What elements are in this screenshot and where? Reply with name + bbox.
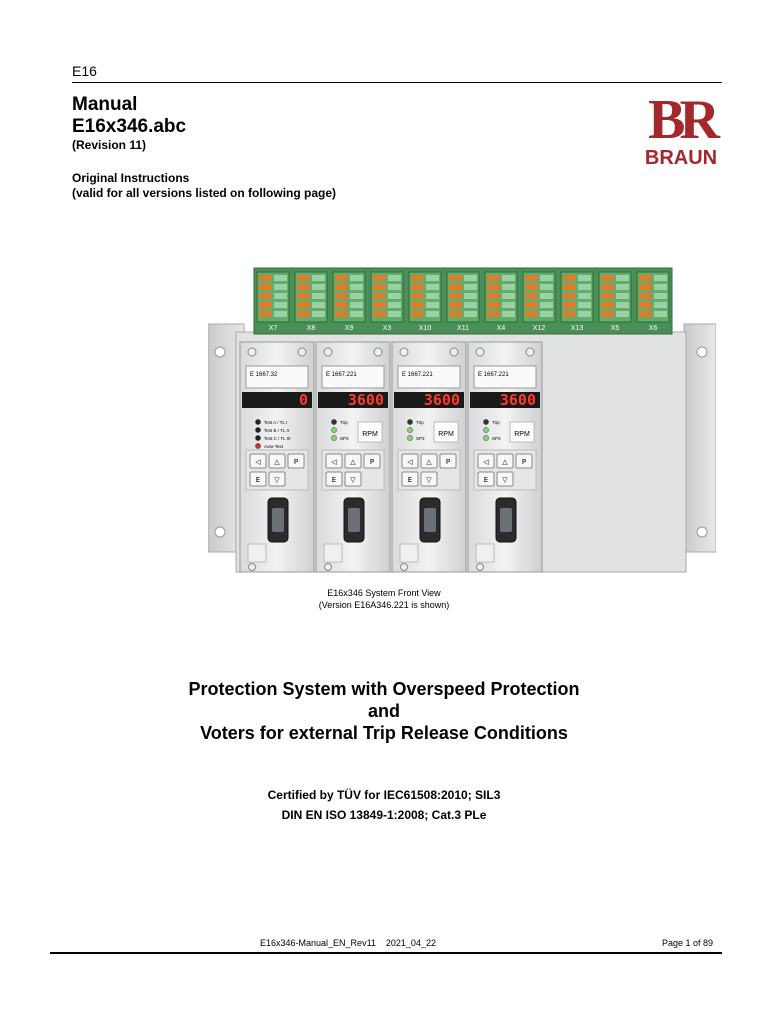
- keypad-key-label: E: [407, 476, 413, 484]
- terminal-clamp: [578, 284, 591, 290]
- led-label: Test A / TL I: [264, 420, 288, 425]
- db9-connector-pins: [500, 508, 512, 532]
- keypad-key-label: ◁: [331, 458, 337, 466]
- rpm-label: RPM: [362, 431, 378, 438]
- doc-title: Manual: [72, 94, 138, 115]
- keypad-key-label: ▽: [274, 476, 280, 484]
- terminal-clamp: [502, 302, 515, 308]
- terminal-label: X8: [306, 325, 316, 332]
- status-led: [331, 419, 336, 424]
- terminal-orange-lever: [297, 293, 310, 299]
- model-label: E 1667.32: [250, 372, 278, 378]
- terminal-label: X11: [457, 325, 469, 332]
- terminal-clamp: [578, 302, 591, 308]
- terminal-orange-lever: [335, 311, 348, 317]
- keypad-key-label: ▽: [502, 476, 508, 484]
- terminal-orange-lever: [525, 275, 538, 281]
- terminal-clamp: [388, 275, 401, 281]
- speed-display-value: 3600: [347, 391, 384, 409]
- terminal-clamp: [616, 311, 629, 317]
- terminal-orange-lever: [525, 293, 538, 299]
- terminal-clamp: [464, 293, 477, 299]
- terminal-orange-lever: [259, 275, 272, 281]
- terminal-orange-lever: [297, 284, 310, 290]
- terminal-clamp: [540, 284, 553, 290]
- module-foot-latch: [248, 544, 266, 562]
- terminal-clamp: [616, 293, 629, 299]
- module-screw-bottom: [249, 564, 256, 571]
- terminal-clamp: [654, 284, 667, 290]
- terminal-orange-lever: [411, 302, 424, 308]
- terminal-clamp: [274, 284, 287, 290]
- revision: (Revision 11): [72, 138, 147, 152]
- terminal-orange-lever: [601, 284, 614, 290]
- terminal-label: X7: [268, 325, 278, 332]
- photo-caption: E16x346 System Front View: [327, 588, 441, 598]
- terminal-clamp: [616, 302, 629, 308]
- module-foot-latch: [324, 544, 342, 562]
- terminal-orange-lever: [335, 284, 348, 290]
- status-led: [483, 427, 488, 432]
- rpm-label: RPM: [514, 431, 530, 438]
- terminal-clamp: [274, 311, 287, 317]
- terminal-clamp: [540, 302, 553, 308]
- terminal-clamp: [502, 311, 515, 317]
- led-label: Test C / TL III: [264, 436, 291, 441]
- terminal-clamp: [540, 293, 553, 299]
- module-screw-top: [324, 348, 332, 356]
- terminal-clamp: [426, 302, 439, 308]
- terminal-clamp: [464, 311, 477, 317]
- terminal-orange-lever: [297, 311, 310, 317]
- module-screw-top: [400, 348, 408, 356]
- main-title-line2: and: [367, 701, 400, 721]
- terminal-clamp: [388, 311, 401, 317]
- status-led: [407, 435, 412, 440]
- status-led: [255, 435, 260, 440]
- terminal-orange-lever: [411, 311, 424, 317]
- module-4: [468, 342, 542, 572]
- led-label: SP3: [416, 436, 425, 441]
- terminal-orange-lever: [449, 311, 462, 317]
- terminal-clamp: [312, 284, 325, 290]
- terminal-clamp: [388, 293, 401, 299]
- terminal-orange-lever: [487, 302, 500, 308]
- terminal-orange-lever: [373, 275, 386, 281]
- keypad-key-label: ◁: [255, 458, 261, 466]
- terminal-clamp: [350, 311, 363, 317]
- module-1: [240, 342, 314, 572]
- terminal-orange-lever: [373, 293, 386, 299]
- keypad-key-label: P: [293, 458, 299, 466]
- module-3: [392, 342, 466, 572]
- terminal-orange-lever: [563, 293, 576, 299]
- keypad-key-label: △: [274, 458, 280, 466]
- terminal-clamp: [578, 275, 591, 281]
- terminal-clamp: [388, 302, 401, 308]
- keypad-key-label: E: [483, 476, 489, 484]
- terminal-orange-lever: [601, 275, 614, 281]
- module-2: [316, 342, 390, 572]
- logo-letters: BR: [648, 94, 714, 151]
- module-screw-bottom: [477, 564, 484, 571]
- status-led: [407, 419, 412, 424]
- terminal-clamp: [312, 275, 325, 281]
- terminal-orange-lever: [563, 275, 576, 281]
- db9-connector-pins: [424, 508, 436, 532]
- terminal-clamp: [616, 284, 629, 290]
- terminal-orange-lever: [563, 311, 576, 317]
- terminal-clamp: [426, 275, 439, 281]
- terminal-orange-lever: [373, 302, 386, 308]
- db9-connector-pins: [272, 508, 284, 532]
- terminal-clamp: [578, 293, 591, 299]
- terminal-orange-lever: [411, 293, 424, 299]
- status-led: [255, 419, 260, 424]
- logo-name: BRAUN: [644, 147, 718, 169]
- terminal-orange-lever: [639, 293, 652, 299]
- led-label: Auto-Test: [264, 444, 284, 449]
- terminal-orange-lever: [259, 311, 272, 317]
- speed-display-value: 3600: [423, 391, 460, 409]
- main-title-line3: Voters for external Trip Release Conditions: [200, 723, 568, 743]
- status-led: [331, 427, 336, 432]
- terminal-clamp: [578, 311, 591, 317]
- speed-display-value: 3600: [499, 391, 536, 409]
- terminal-orange-lever: [259, 284, 272, 290]
- status-led: [407, 427, 412, 432]
- terminal-orange-lever: [449, 293, 462, 299]
- terminal-orange-lever: [449, 302, 462, 308]
- keypad-key-label: P: [369, 458, 375, 466]
- terminal-clamp: [426, 284, 439, 290]
- certification-line2: DIN EN ISO 13849-1:2008; Cat.3 PLe: [281, 808, 487, 822]
- led-label: SP3: [340, 436, 349, 441]
- module-foot-latch: [476, 544, 494, 562]
- module-screw-bottom: [325, 564, 332, 571]
- keypad-key-label: E: [255, 476, 261, 484]
- terminal-clamp: [654, 293, 667, 299]
- model-label: E 1667.221: [326, 372, 357, 378]
- status-led: [483, 435, 488, 440]
- terminal-clamp: [274, 302, 287, 308]
- led-label: Trip: [340, 420, 348, 425]
- footer-rule: [50, 952, 722, 954]
- status-led: [255, 427, 260, 432]
- terminal-orange-lever: [487, 275, 500, 281]
- led-label: Test B / TL II: [264, 428, 290, 433]
- terminal-label: X3: [382, 325, 392, 332]
- terminal-orange-lever: [297, 302, 310, 308]
- terminal-orange-lever: [373, 284, 386, 290]
- terminal-clamp: [464, 302, 477, 308]
- module-screw-bottom: [401, 564, 408, 571]
- terminal-orange-lever: [411, 284, 424, 290]
- terminal-clamp: [312, 293, 325, 299]
- terminal-orange-lever: [335, 302, 348, 308]
- terminal-clamp: [502, 284, 515, 290]
- terminal-orange-lever: [449, 275, 462, 281]
- status-led: [255, 443, 260, 448]
- terminal-clamp: [540, 311, 553, 317]
- terminal-orange-lever: [639, 284, 652, 290]
- terminal-orange-lever: [601, 302, 614, 308]
- terminal-orange-lever: [639, 302, 652, 308]
- terminal-clamp: [312, 302, 325, 308]
- terminal-orange-lever: [525, 311, 538, 317]
- module-screw-top: [248, 348, 256, 356]
- terminal-clamp: [654, 311, 667, 317]
- keypad-key-label: △: [502, 458, 508, 466]
- terminal-clamp: [464, 275, 477, 281]
- terminal-orange-lever: [601, 311, 614, 317]
- terminal-clamp: [502, 293, 515, 299]
- module-screw-top-right: [450, 348, 458, 356]
- terminal-clamp: [464, 284, 477, 290]
- keypad-key-label: △: [350, 458, 356, 466]
- terminal-label: X9: [344, 325, 354, 332]
- module-screw-top-right: [374, 348, 382, 356]
- footer-page-number: Page 1 of 89: [662, 938, 714, 948]
- terminal-clamp: [274, 293, 287, 299]
- keypad-key-label: E: [331, 476, 337, 484]
- module-screw-top-right: [526, 348, 534, 356]
- header-rule: [72, 82, 722, 83]
- terminal-label: X5: [610, 325, 620, 332]
- led-label: SP3: [492, 436, 501, 441]
- terminal-orange-lever: [639, 311, 652, 317]
- keypad-key-label: P: [445, 458, 451, 466]
- led-label: Trip: [492, 420, 500, 425]
- module-screw-top-right: [298, 348, 306, 356]
- terminal-clamp: [388, 284, 401, 290]
- doc-subtitle: E16x346.abc: [72, 116, 187, 137]
- terminal-clamp: [350, 302, 363, 308]
- keypad-key-label: ▽: [426, 476, 432, 484]
- terminal-orange-lever: [259, 302, 272, 308]
- terminal-orange-lever: [259, 293, 272, 299]
- terminal-orange-lever: [487, 311, 500, 317]
- footer-doc-id: E16x346-Manual_EN_Rev11 2021_04_22: [260, 938, 436, 948]
- terminal-clamp: [654, 275, 667, 281]
- header-code: E16: [72, 63, 97, 79]
- terminal-orange-lever: [563, 302, 576, 308]
- photo-caption-version: (Version E16A346.221 is shown): [318, 600, 450, 610]
- terminal-clamp: [426, 311, 439, 317]
- model-label: E 1667.221: [478, 372, 509, 378]
- terminal-clamp: [312, 311, 325, 317]
- braun-logo: [636, 94, 726, 170]
- terminal-orange-lever: [335, 275, 348, 281]
- terminal-orange-lever: [563, 284, 576, 290]
- model-label: E 1667.221: [402, 372, 433, 378]
- terminal-orange-lever: [373, 311, 386, 317]
- speed-display-value: 0: [298, 391, 308, 409]
- terminal-orange-lever: [525, 302, 538, 308]
- keypad-key-label: P: [521, 458, 527, 466]
- terminal-orange-lever: [639, 275, 652, 281]
- terminal-orange-lever: [335, 293, 348, 299]
- terminal-clamp: [274, 275, 287, 281]
- terminal-clamp: [350, 284, 363, 290]
- module-screw-top: [476, 348, 484, 356]
- instructions-title: Original Instructions: [72, 171, 190, 185]
- keypad-key-label: ▽: [350, 476, 356, 484]
- terminal-orange-lever: [487, 284, 500, 290]
- module-foot-latch: [400, 544, 418, 562]
- terminal-board: [254, 268, 672, 334]
- terminal-orange-lever: [525, 284, 538, 290]
- terminal-label: X13: [570, 325, 584, 332]
- terminal-clamp: [350, 293, 363, 299]
- keypad-key-label: ◁: [483, 458, 489, 466]
- keypad-key-label: △: [426, 458, 432, 466]
- instructions-note: (valid for all versions listed on following page): [72, 186, 337, 200]
- status-led: [331, 435, 336, 440]
- terminal-clamp: [502, 275, 515, 281]
- terminal-clamp: [350, 275, 363, 281]
- terminal-label: X10: [418, 325, 432, 332]
- main-title-line1: Protection System with Overspeed Protection: [188, 679, 580, 699]
- terminal-orange-lever: [411, 275, 424, 281]
- terminal-orange-lever: [297, 275, 310, 281]
- terminal-clamp: [426, 293, 439, 299]
- terminal-clamp: [616, 275, 629, 281]
- terminal-orange-lever: [601, 293, 614, 299]
- rpm-label: RPM: [438, 431, 454, 438]
- terminal-orange-lever: [487, 293, 500, 299]
- terminal-clamp: [540, 275, 553, 281]
- status-led: [483, 419, 488, 424]
- led-label: Trip: [416, 420, 424, 425]
- terminal-clamp: [654, 302, 667, 308]
- terminal-label: X6: [648, 325, 658, 332]
- certification-line1: Certified by TÜV for IEC61508:2010; SIL3: [267, 788, 501, 802]
- keypad-key-label: ◁: [407, 458, 413, 466]
- system-front-view-photo: [208, 262, 716, 582]
- terminal-label: X4: [496, 325, 506, 332]
- db9-connector-pins: [348, 508, 360, 532]
- terminal-label: X12: [532, 325, 546, 332]
- terminal-orange-lever: [449, 284, 462, 290]
